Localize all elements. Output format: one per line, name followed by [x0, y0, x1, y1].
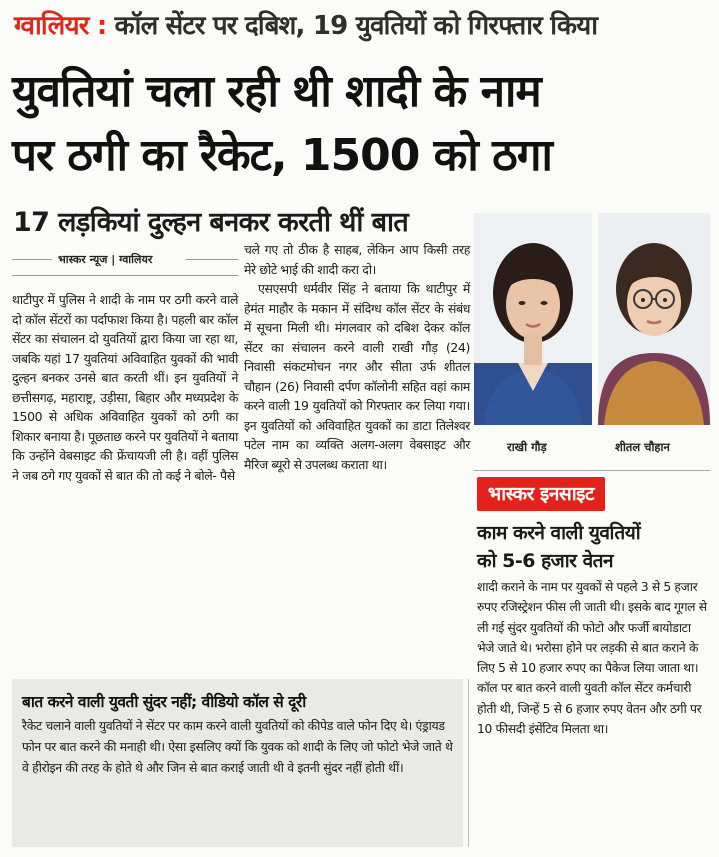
byline: भास्कर न्यूज | ग्वालियर	[58, 253, 153, 266]
insight-title	[477, 519, 712, 575]
info-box-body	[22, 715, 454, 778]
article-column-1	[12, 290, 238, 485]
headline	[12, 60, 712, 188]
photo-rakhi-gaur	[474, 213, 592, 425]
article-paragraph: थाटीपुर में पुलिस ने शादी के नाम पर ठगी करने वाले दो कॉल सेंटरों का पर्दाफाश किया है। पहली बार कॉल सेंटर का संचालन दो युवतियों द्वारा किया जा रहा था, जबकि यहां 17 युवतियां अविवाहित युवकों की भावी दुल्हन बनकर उनसे बात करती थीं। इन युवतियों ने छत्तीसगढ़, महाराष्ट्र, उड़ीसा, बिहार और मध्यप्रदेश के 1500 से अधिक अविवाहित युवकों को ठगी का शिकार बनाया है। पूछताछ करने पर युवतियों ने बताया कि उन्होंने वेबसाइट की फ्रेंचायजी ली है। वहीं पुलिस ने जब ठगे गए युवकों से बात की तो कई ने बोले- पैसे	[12, 292, 238, 483]
byline-underline	[12, 275, 238, 276]
headline-line-2: पर ठगी का रैकेट, 1500 को ठगा	[12, 130, 552, 181]
article-paragraph: चले गए तो ठीक है साहब, लेकिन आप किसी तरह मेरे छोटे भाई की शादी करा दो।	[244, 242, 470, 277]
kicker	[14, 6, 597, 42]
insight-body	[477, 577, 709, 739]
byline-rule-right	[186, 259, 238, 260]
kicker-place: ग्वालियर :	[14, 11, 107, 41]
kicker-text: कॉल सेंटर पर दबिश, 19 युवतियों को गिरफ्तार किया	[106, 11, 598, 41]
photo-sheetal-chauhan	[598, 213, 710, 425]
brand-badge: भास्कर इनसाइट	[477, 477, 605, 511]
insight-paragraph: शादी कराने के नाम पर युवकों से पहले 3 से 5 हजार रुपए रजिस्ट्रेशन फीस ली जाती थी। इसके बाद गूगल से ली गई सुंदर युवतियों की फोटो और फर्जी बायोडाटा भेजे जाते थे। भरोसा होने पर लड़की से बात कराने के लिए 5 से 10 हजार रुपए का पैकेज लिया जाता था। कॉल पर बात करने वाली युवती कॉल सेंटर कर्मचारी होती थी, जिन्हें 5 से 6 हजार रुपए वेतन और ठगी पर 10 फीसदी इंसेंटिव मिलता था।	[477, 580, 707, 737]
column-divider	[468, 679, 469, 847]
insight-title-line-2: को 5-6 हजार वेतन	[477, 550, 614, 572]
byline-rule-left	[12, 259, 52, 260]
sidebar-divider	[474, 470, 710, 471]
info-box-paragraph: रैकेट चलाने वाली युवतियों ने सेंटर पर काम करने वाली युवतियों को कीपेड वाले फोन दिए थे। एंड्रायड फोन पर बात करने की मनाही थी। ऐसा इसलिए क्यों कि युवक को शादी के लिए जो फोटो भेजे जाते थे वे हीरोइन की तरह के होते थे और जिन से बात कराई जाती थी वे इतनी सुंदर नहीं होती थीं।	[22, 718, 453, 775]
article-column-2	[244, 240, 470, 474]
subheadline: 17 लड़कियां दुल्हन बनकर करती थीं बात	[13, 207, 409, 238]
photo-caption-1: राखी गौड़	[507, 440, 547, 454]
headline-line-1: युवतियां चला रही थी शादी के नाम	[12, 66, 541, 117]
info-box-title: बात करने वाली युवती सुंदर नहीं; वीडियो कॉल से दूरी	[22, 693, 306, 711]
insight-title-line-1: काम करने वाली युवतियों	[477, 522, 641, 544]
article-paragraph: एसएसपी धर्मवीर सिंह ने बताया कि थाटीपुर में हेमंत माहौर के मकान में संदिग्ध कॉल सेंटर के संबंध में सूचना मिली थी। मंगलवार को दबिश देकर कॉल सेंटर का संचालन करने वाली राखी गौड़ (24) निवासी संकटमोचन नगर और सीता उर्फ शीतल चौहान (26) निवासी दर्पण कॉलोनी सहित वहां काम करने वाली 19 युवतियों को गिरफ्तार कर लिया गया। इन युवतियों को अविवाहित युवकों का डाटा तिलेश्वर पटेल नाम का व्यक्ति अलग-अलग वेबसाइट और मैरिज ब्यूरो से उपलब्ध कराता था।	[244, 281, 470, 472]
photo-caption-2: शीतल चौहान	[615, 440, 670, 454]
